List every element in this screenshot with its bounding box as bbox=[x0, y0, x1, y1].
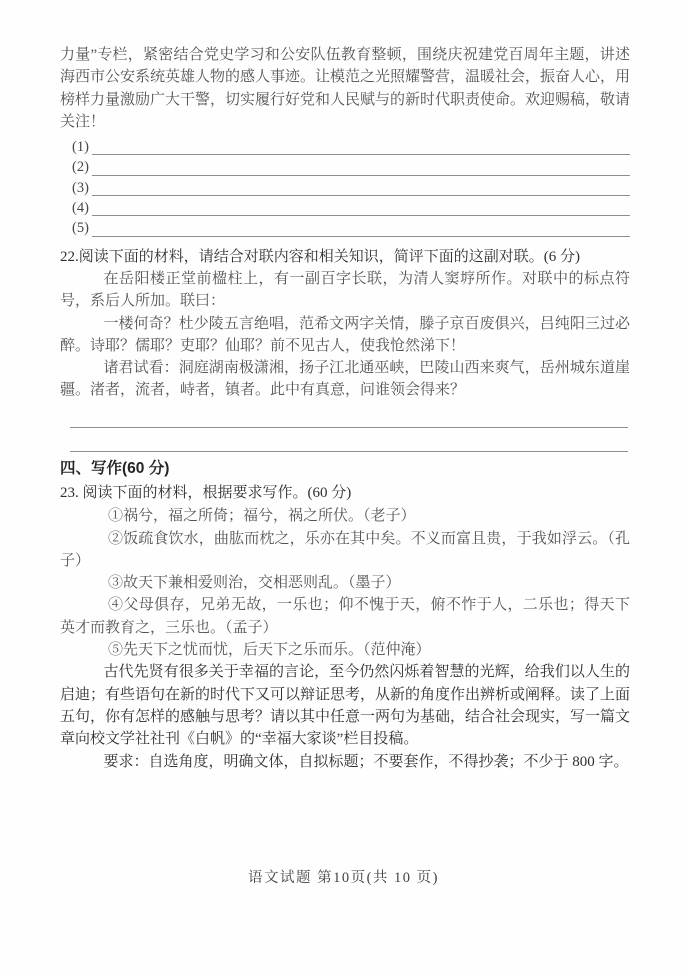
quote-item-kongzi: ②饭疏食饮水，曲肱而枕之，乐亦在其中矣。不义而富且贵，于我如浮云。（孔子） bbox=[60, 530, 630, 569]
blank-underline bbox=[92, 175, 630, 176]
blank-underline bbox=[92, 195, 630, 196]
blank-row bbox=[60, 219, 630, 239]
quote-item-mengzi: ④父母俱存，兄弟无故，一乐也；仰不愧于天，俯不怍于人，二乐也；得天下英才而教育之，三乐也。（孟子） bbox=[60, 597, 630, 636]
blank-label: (3) bbox=[72, 179, 89, 196]
blank-row bbox=[60, 199, 630, 219]
question-23-quotes bbox=[60, 505, 630, 661]
page-footer: 语文试题 第10页(共 10 页) bbox=[247, 870, 440, 886]
question-23-requirements: 要求：自选角度，明确文体，自拟标题；不要套作，不得抄袭；不少于 800 字。 bbox=[103, 753, 629, 770]
section-4-heading: 四、写作(60 分) bbox=[60, 459, 170, 477]
question-22-material-p2: 一楼何奇？杜少陵五言绝唱，范希文两字关情，滕子京百废俱兴，吕纯阳三过必醉。诗耶？儒耶？吏耶？仙耶？前不见古人，使我怆然涕下！ bbox=[60, 315, 630, 354]
blank-row bbox=[60, 158, 630, 178]
quote-item-fanzhongyan: ⑤先天下之忧而忧，后天下之乐而乐。（范仲淹） bbox=[108, 642, 431, 659]
intro-paragraph: 力量”专栏，紧密结合党史学习和公安队伍教育整顿，围绕庆祝建党百周年主题，讲述海西市公安系统英雄人物的感人事迹。让模范之光照耀警营，温暖社会，振奋人心，用榜样力量激励广大干警，切实履行好党和人民赋与的新时代职责使命。欢迎赐稿，敬请关注！ bbox=[60, 47, 631, 130]
question-22-stem: 22.阅读下面的材料，请结合对联内容和相关知识，简评下面的这副对联。(6 分) bbox=[60, 248, 580, 265]
answer-blanks-list bbox=[60, 138, 630, 239]
blank-underline bbox=[92, 236, 630, 237]
question-23-closing-paragraph: 古代先贤有很多关于幸福的言论，至今仍然闪烁着智慧的光辉，给我们以人生的启迪；有些语句在新的时代下又可以辩证思考，从新的角度作出辨析或阐释。读了上面五句，你有怎样的感触与思考？请以其中任意一两句为基础，结合社会现实，写一篇文章向校文学社社刊《白帆》的“幸福大家谈”栏目投稿。 bbox=[60, 664, 631, 748]
blank-row bbox=[60, 138, 630, 158]
blank-label: (1) bbox=[72, 139, 89, 156]
question-23-stem: 23. 阅读下面的材料，根据要求写作。(60 分) bbox=[60, 484, 352, 501]
quote-item-laozi: ①祸兮，福之所倚；福兮，祸之所伏。（老子） bbox=[108, 508, 416, 525]
question-22-material-p1: 在岳阳楼正堂前楹柱上，有一副百字长联，为清人窦垿所作。对联中的标点符号，系后人所加。联曰： bbox=[60, 270, 630, 310]
answer-underline bbox=[70, 428, 628, 452]
question-22-material-p3: 诸君试看：洞庭湖南极潇湘，扬子江北通巫峡，巴陵山西来爽气，岳州城东道崖疆。渚者，流者，峙者，镇者。此中有真意，问谁领会得来？ bbox=[60, 360, 630, 399]
blank-underline bbox=[92, 215, 630, 216]
answer-underline bbox=[70, 405, 628, 429]
blank-label: (2) bbox=[72, 159, 89, 176]
blank-label: (4) bbox=[72, 200, 89, 217]
page-content bbox=[60, 44, 630, 773]
blank-underline bbox=[92, 154, 630, 155]
quote-item-mozi: ③故天下兼相爱则治，交相恶则乱。（墨子） bbox=[108, 575, 401, 592]
question-22-answer-area bbox=[60, 405, 630, 452]
blank-label: (5) bbox=[72, 220, 89, 237]
blank-row bbox=[60, 179, 630, 199]
